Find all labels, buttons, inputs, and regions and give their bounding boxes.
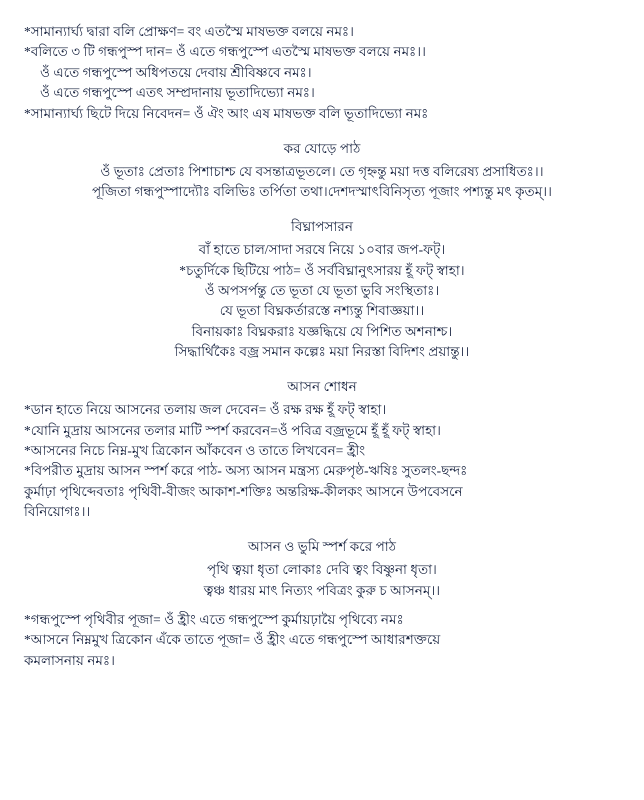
text-line: *বিপরীত মুদ্রায় আসন স্পর্শ করে পাঠ- অস্য আসন মন্ত্রস্য মেরুপৃষ্ঠ-ঋষিঃ সুতলং-ছন্দঃ <box>24 463 468 479</box>
text-line: সিদ্ধার্থিকৈঃ বজ্র সমান কল্পেঃ ময়া নিরস্তা বিদিশং প্রয়ান্তু।। <box>174 344 470 359</box>
text-line: বাঁ হাতে চাল/সাদা সরষে নিয়ে ১০বার জপ-ফট্। <box>198 242 446 258</box>
text-line: ওঁ ভূতাঃ প্রেতাঃ পিশাচাশ্চ যে বসন্তাত্রভূতলে। তে গৃহ্নন্তু ময়া দত্ত বলিরেষ্য প্রসাধিতঃ।। <box>100 163 544 179</box>
text-line: *আসনের নিচে নিম্ন-মুখ ত্রিকোন আঁকবেন ও তাতে লিখবেন= হ্রীং <box>24 442 366 458</box>
text-line: পৃথি ত্বয়া ধৃতা লোকাঃ দেবি ত্বং বিষ্ণুনা ধৃতা। <box>207 562 437 578</box>
text-line: *চতুর্দিকে ছিটিয়ে পাঠ= ওঁ সর্ববিঘ্নানুৎসারয় হূঁ ফট্ স্বাহা। <box>179 262 465 278</box>
text-line: *সামান্যার্ঘ্য ছিটে দিয়ে নিবেদন= ওঁ ঐং আং এষ মাষভক্ত বলি ভূতাদিভ্যো নমঃ <box>24 105 429 121</box>
section-bighnaposaran <box>14 216 630 362</box>
text-line: ওঁ এতে গন্ধপুস্পে অধিপতয়ে দেবায় শ্রীবিষ্ণবে নমঃ। <box>40 64 312 80</box>
section-opening <box>14 22 630 124</box>
spacer <box>14 202 630 207</box>
text-line: কমলাসনায় নমঃ। <box>24 652 115 668</box>
text-line: *আসনে নিম্নমুখ ত্রিকোন এঁকে তাতে পূজা= ওঁ হ্রীং এতে গন্ধপুস্পে আধারশক্তয়ে <box>24 632 441 648</box>
section-asan-sodhan <box>14 376 630 522</box>
spacer <box>14 124 630 129</box>
section-heading: বিঘ্নাপসারন <box>291 219 353 235</box>
section-heading: আসন শোধন <box>287 379 357 395</box>
text-line: *বলিতে ৩ টি গন্ধপুস্প দান= ওঁ এতে গন্ধপুস্পে এতস্মৈ মাষভক্ত বলয়ে নমঃ।। <box>24 44 427 60</box>
text-line: বিনায়কাঃ বিঘ্নকরাঃ যজ্ঞদ্ধিয়ে যে পিশিত অশনাশ্চ। <box>191 323 453 339</box>
section-closing <box>14 610 630 671</box>
text-line: বিনিয়োগঃ।। <box>24 504 91 519</box>
spacer <box>14 362 630 367</box>
section-heading: কর যোড়ে পাঠ <box>283 140 361 156</box>
text-line: পূজিতা গন্ধপুস্পাদ্যৌঃ বলিভিঃ তর্পিতা তথা।দেশদস্মাৎবিনিসৃত্য পূজাং পশ্যন্তু মৎ কৃতম্।। <box>91 184 553 199</box>
spacer <box>14 601 630 610</box>
text-line: ওঁ এতে গন্ধপুস্পে এতৎ সম্প্রদানায় ভূতাদিভ্যো নমঃ। <box>40 85 315 101</box>
text-line: *গন্ধপুস্পে পৃথিবীর পূজা= ওঁ হ্রীং এতে গন্ধপুস্পে কুর্মায়ঢ়ায়ৈ পৃথিব্যে নমঃ <box>24 611 404 627</box>
section-kor-jore-path <box>14 138 630 203</box>
text-line: *যোনি মুদ্রায় আসনের তলার মাটি স্পর্শ করবেন=ওঁ পবিত্র বজ্রভূমে হূঁ হূঁ ফট্ স্বাহা। <box>24 422 442 438</box>
text-line: *সামান্যার্ঘ্য দ্বারা বলি প্রোক্ষণ= বং এতস্মৈ মাষভক্ত বলয়ে নমঃ। <box>24 24 355 39</box>
text-line: *ডান হাতে নিয়ে আসনের তলায় জল দেবেন= ওঁ রক্ষ রক্ষ হূঁ ফট্ স্বাহা। <box>24 402 387 418</box>
text-line: কুর্মাঢ়া পৃথিব্দেবতাঃ পৃথিবী-বীজং আকাশ-শক্তিঃ অন্তরিক্ষ-কীলকং আসনে উপবেসনে <box>24 483 463 499</box>
text-line: যে ভূতা বিঘ্নকর্তারস্তে নশ্যন্তু শিবাজ্ঞয়া।। <box>219 303 425 319</box>
text-line: ওঁ অপসর্পন্তু তে ভূতা যে ভূতা ভুবি সংস্থিতাঃ। <box>204 282 440 298</box>
section-heading: আসন ও ভুমি স্পর্শ করে পাঠ <box>247 539 397 555</box>
section-asan-o-bhumi <box>14 536 630 601</box>
spacer <box>14 522 630 527</box>
text-line: ত্বঞ্চ ধারয় মাৎ নিত্যং পবিত্রং কুরু চ আসনম্।। <box>203 582 441 598</box>
